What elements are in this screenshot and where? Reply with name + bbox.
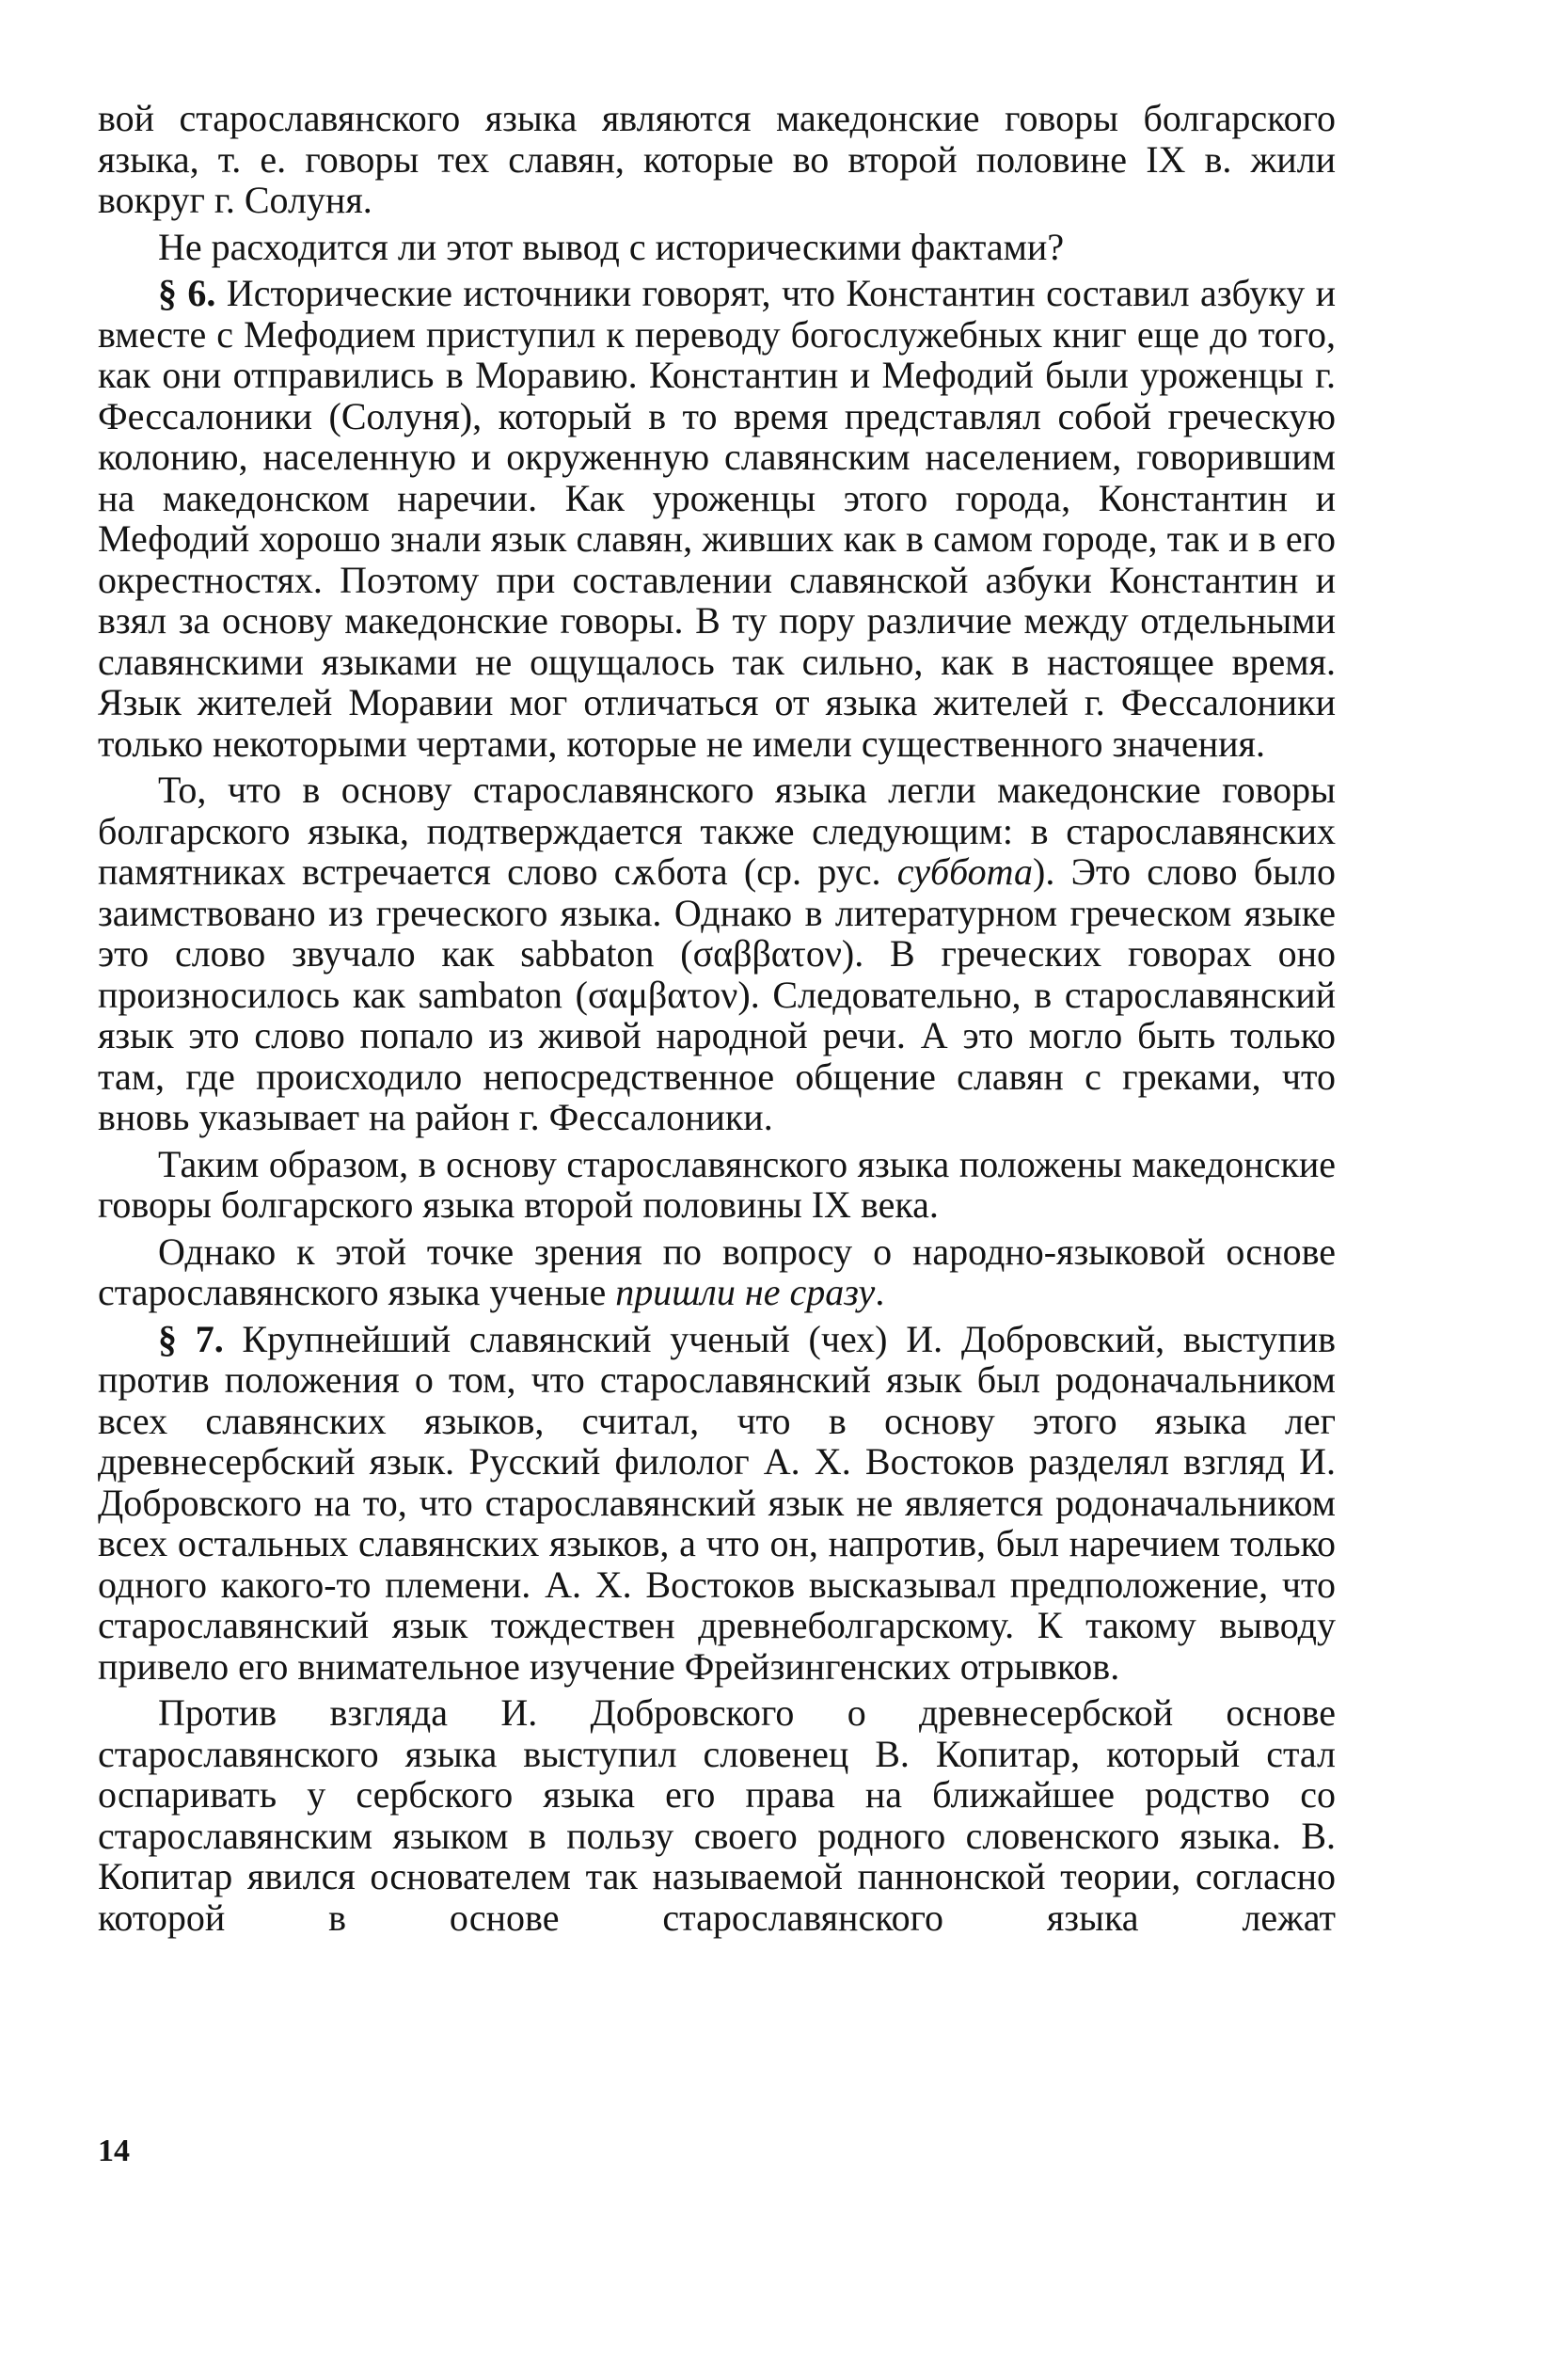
paragraph-1-text: вой старославянского языка являются македонские говоры болгарского языка, т. е. говоры тех славян, которые во второй половине IX в. жили вокруг г. Солуня. bbox=[98, 97, 1336, 221]
section-6-text: Исторические источники говорят, что Константин составил азбуку и вместе с Мефодием приступил к переводу богослужебных книг еще до того, как они отправились в Моравию. Константин и Мефодий были уроженцы г. Фессалоники (Солуня), который в то время представлял собой греческую колонию, населенную и окруженную славянским населением, говорившим на македонском наречии. Как уроженцы этого города, Константин и Мефодий хорошо знали язык славян, живших как в самом городе, так и в его окрестностях. Поэтому при составлении славянской азбуки Константин и взял за основу македонские говоры. В ту пору различие между отдельными славянскими языками не ощущалось так сильно, как в настоящее время. Язык жителей Моравии мог отличаться от языка жителей г. Фессалоники только некоторыми чертами, которые не имели существенного значения. bbox=[98, 272, 1337, 765]
section-6-marker: § 6. bbox=[158, 272, 216, 314]
book-page bbox=[98, 98, 1336, 1938]
however-text-b: . bbox=[875, 1271, 885, 1313]
paragraph-conclusion bbox=[98, 1144, 1336, 1226]
section-7-text: Крупнейший славянский ученый (чех) И. Добровский, выступив против положения о том, что старославянский язык был родоначальником всех славянских языков, считал, что в основу этого языка лег древнесербский язык. Русский филолог А. Х. Востоков разделял взгляд И. Добровского на то, что старославянский язык не является родоначальником всех остальных славянских языков, а что он, напротив, был наречием только одного какого-то племени. А. Х. Востоков высказывал предположение, что старославянский язык тождествен древнеболгарскому. К такому выводу привело его внимательное изучение Фрейзингенских отрывков. bbox=[98, 1317, 1336, 1688]
paragraph-2-text: Не расходится ли этот вывод с историческими фактами? bbox=[158, 225, 1065, 268]
however-italic: пришли не сразу bbox=[615, 1271, 876, 1313]
sabbath-text-d: ). В греческих говорах оно произносилось как sambaton ( bbox=[98, 932, 1337, 1016]
sabbath-text-c: ). Это слово было заимствовано из греческого языка. Однако в литературном греческом языке это слово звучало как sabbaton ( bbox=[98, 850, 1336, 975]
paragraph-section-7 bbox=[98, 1319, 1336, 1688]
paragraph-1-continuation bbox=[98, 98, 1336, 221]
paragraph-however bbox=[98, 1231, 1336, 1313]
sabbath-text-b: (ср. рус. bbox=[727, 850, 897, 893]
conclusion-text: Таким образом, в основу старославянского языка положены македонские говоры болгарского языка второй половины IX века. bbox=[98, 1142, 1336, 1226]
russian-word: суббота bbox=[896, 850, 1034, 893]
greek-dialect-word: σαμβατον bbox=[587, 973, 738, 1016]
greek-literary-word: σαββατον bbox=[692, 932, 842, 975]
section-7-marker: § 7. bbox=[158, 1317, 224, 1360]
sabbath-text-a: То, что в основу старославянского языка легли македонские говоры болгарского языка, подтверждается также следующим: в старославянских памятниках встречается слово bbox=[98, 769, 1336, 893]
old-slavonic-word: сѫбота bbox=[613, 850, 728, 893]
paragraph-2-question bbox=[98, 227, 1336, 268]
however-text-a: Однако к этой точке зрения по вопросу о народно-языковой основе старославянского языка ученые bbox=[98, 1230, 1336, 1313]
sabbath-text-e: ). Следовательно, в старославянский язык это слово попало из живой народной речи. А это могло быть только там, где происходило непосредственное общение славян с греками, что вновь указывает на район г. Фессалоники. bbox=[98, 973, 1336, 1138]
paragraph-sabbath-word bbox=[98, 769, 1336, 1138]
page-number: 14 bbox=[98, 2134, 130, 2168]
kopitar-text: Против взгляда И. Добровского о древнесербской основе старославянского языка выступил словенец В. Копитар, который стал оспаривать у сербского языка его права на ближайшее родство со старославянским языком в пользу своего родного словенского языка. В. Копитар явился основателем так называемой паннонской теории, согласно которой в основе старославянского языка лежат bbox=[98, 1691, 1336, 1939]
paragraph-kopitar bbox=[98, 1692, 1336, 1938]
paragraph-section-6 bbox=[98, 273, 1336, 764]
